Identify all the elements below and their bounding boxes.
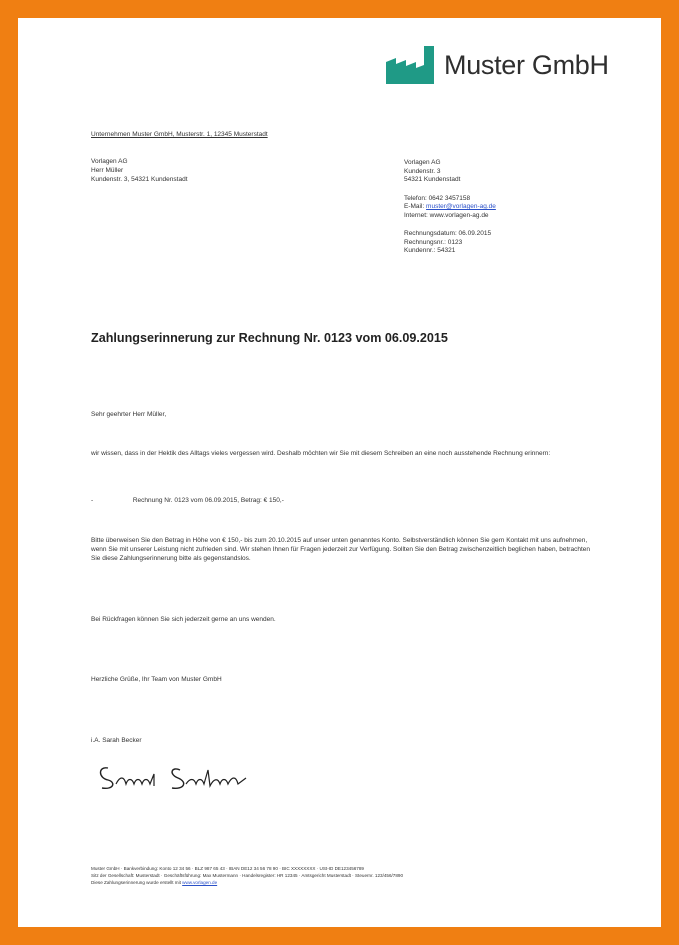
recipient-address: [91, 157, 188, 184]
footer-line-2: Sitz der Gesellschaft: Musterstadt · Geschäftsführung: Max Mustermann · Handelsregister: HR 12345 · Amtsgericht Musterstadt · Steuernr. 123/456/7890: [91, 873, 404, 878]
bullet-symbol: -: [91, 497, 94, 504]
info-address-3: 54321 Kundenstadt: [404, 176, 461, 183]
footer-line-1: Muster GmbH · Bankverbindung: Konto 12 34 56 · BLZ 987 65 43 · IBAN DE12 34 56 78 90 · BIC XXXXXXXX · USt-ID DE123456789: [91, 866, 364, 871]
footer-line-3-text: Diese Zahlungserinnerung wurde erstellt mit: [91, 880, 183, 885]
recipient-line-1: Vorlagen AG: [91, 158, 128, 165]
letter-subject: Zahlungserinnerung zur Rechnung Nr. 0123 vom 06.09.2015: [91, 331, 448, 345]
info-contact: [404, 195, 496, 221]
paragraph-payment: Bitte überweisen Sie den Betrag in Höhe von € 150,- bis zum 20.10.2015 auf unser unten genanntes Konto. Selbstverständlich können Sie gern Kontakt mit uns aufnehmen, wenn Sie mit unserer Leistung nicht zufrieden sind. Wir stehen Ihnen für Fragen jederzeit zur Verfügung. Sollten Sie den Betrag zwischenzeitlich beglichen haben, betrachten Sie diese Zahlungserinnerung bitte als gegenstandslos.: [91, 537, 590, 562]
factory-icon: [386, 44, 436, 84]
salutation: Sehr geehrter Herr Müller,: [91, 411, 167, 418]
info-customer-no: Kundennr.: 54321: [404, 247, 456, 254]
handwritten-signature: [96, 758, 266, 794]
invoice-list-item: [91, 497, 284, 504]
recipient-line-2: Herr Müller: [91, 167, 124, 174]
company-logo: [386, 44, 656, 88]
closing-line: Herzliche Grüße, Ihr Team von Muster GmbH: [91, 676, 222, 683]
footer-website-link[interactable]: www.vorlagen.de: [182, 880, 218, 885]
info-address-2: Kundenstr. 3: [404, 167, 441, 175]
info-address: [404, 159, 496, 185]
info-invoice-no: Rechnungsnr.: 0123: [404, 238, 463, 246]
info-phone: Telefon: 0642 3457158: [404, 194, 471, 202]
letter-footer: [91, 865, 591, 886]
info-email-link[interactable]: muster@vorlagen-ag.de: [426, 203, 496, 210]
invoice-item-text: Rechnung Nr. 0123 vom 06.09.2015, Betrag: € 150,-: [132, 497, 284, 504]
paragraph-questions: Bei Rückfragen können Sie sich jederzeit gerne an uns wenden.: [91, 616, 276, 623]
info-internet: Internet: www.vorlagen-ag.de: [404, 211, 489, 219]
company-name: Muster GmbH: [444, 50, 609, 80]
letter-page: [18, 18, 661, 927]
paragraph-intro: wir wissen, dass in der Hektik des Alltags vieles vergessen wird. Deshalb möchten wir Sie mit diesem Schreiben an eine noch ausstehende Rechnung erinnern:: [91, 450, 551, 457]
info-invoice-date: Rechnungsdatum: 06.09.2015: [404, 230, 492, 237]
info-address-1: Vorlagen AG: [404, 159, 441, 166]
info-invoice: [404, 230, 496, 256]
info-block: [404, 159, 496, 266]
signer-name: i.A. Sarah Becker: [91, 737, 142, 744]
footer-line-3: [91, 879, 591, 886]
info-email-label: E-Mail:: [404, 203, 425, 210]
info-email-row: [404, 203, 496, 212]
recipient-line-3: Kundenstr. 3, 54321 Kundenstadt: [91, 176, 188, 183]
sender-address-line: Unternehmen Muster GmbH, Musterstr. 1, 12345 Musterstadt: [91, 131, 268, 138]
